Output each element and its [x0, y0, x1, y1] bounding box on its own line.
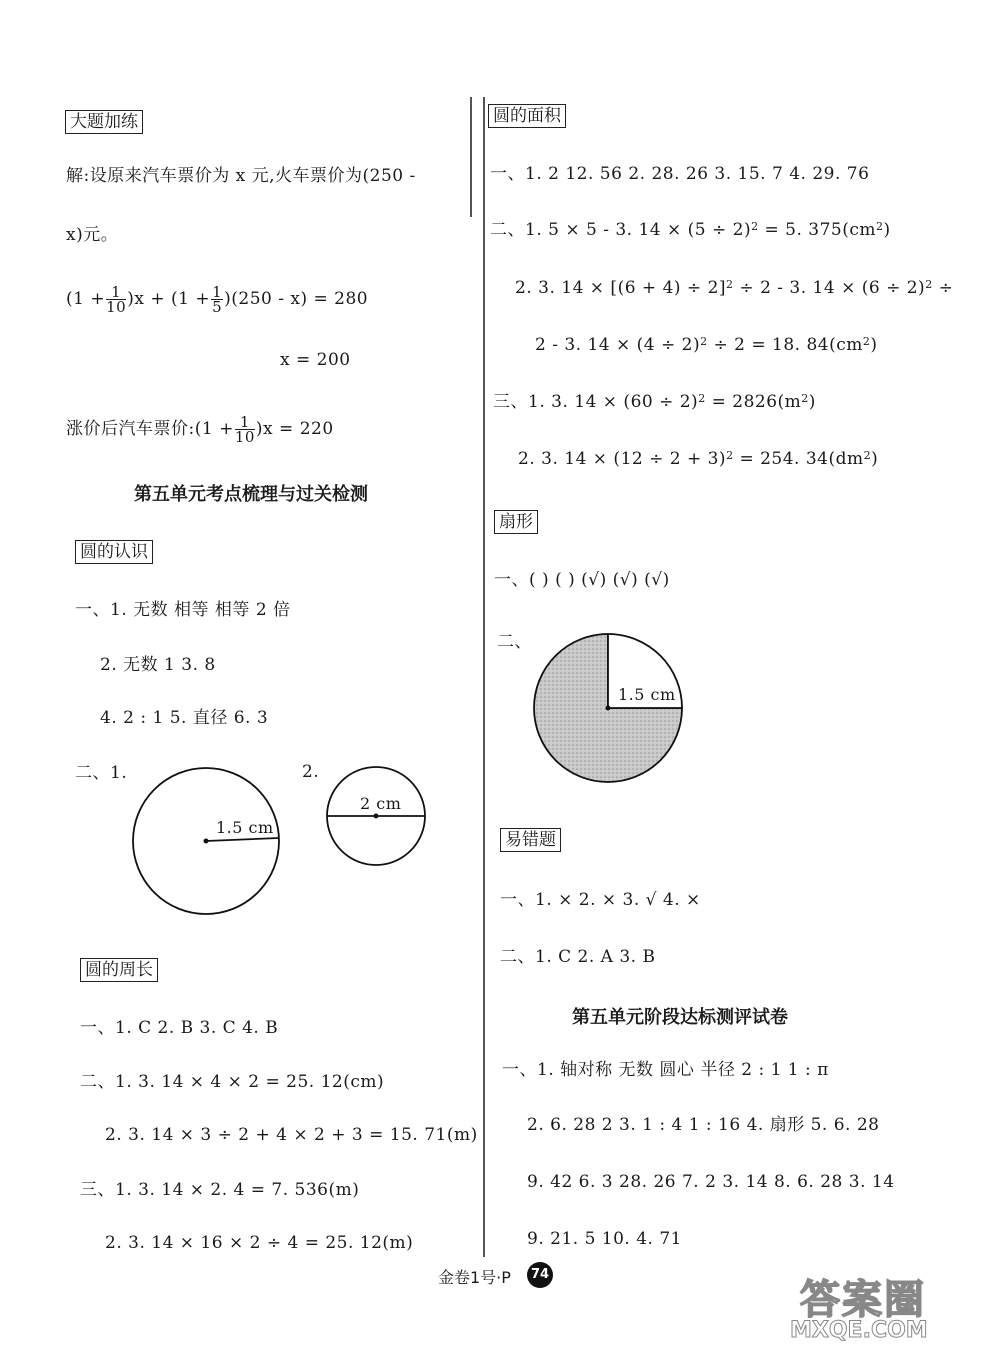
perimeter-answer-5: 2. 3. 14 × 16 × 2 ÷ 4 = 25. 12(m) — [105, 1233, 414, 1253]
watermark-url: MXQE.COM — [790, 1318, 928, 1343]
section-tag-circle-recognition: 圆的认识 — [75, 540, 153, 564]
sector-center — [606, 706, 611, 711]
sector-answer-2-label: 二、 — [497, 632, 532, 652]
section-tag-error-prone: 易错题 — [500, 828, 561, 852]
equation-1: (1 + $\frac{1}{10}$ )x + (1 + $\frac{1}{5}$ )(250 - x) = 280 — [66, 283, 369, 316]
circle-1-radius-label: 1.5 cm — [216, 818, 274, 837]
unit-heading: 第五单元考点梳理与过关检测 — [134, 484, 368, 505]
watermark — [790, 1268, 990, 1348]
section-tag-circumference: 圆的周长 — [80, 958, 158, 982]
circle-answer-2: 2. 无数 1 3. 8 — [100, 655, 216, 675]
area-answer-2: 二、1. 5 × 5 - 3. $14 \times (5 \div 2)^2 = 5$. $375(cm^2)$ — [490, 220, 891, 240]
error-answer-2: 二、1. C 2. A 3. B — [500, 947, 656, 967]
solution-line-1: 解:设原来汽车票价为 x 元,火车票价为(250 - — [66, 166, 416, 186]
test-answer-2: 2. 6. 28 2 3. 1 : 4 1 : 16 4. 扇形 5. 6. 28 — [527, 1115, 880, 1135]
circle-drawing-label-2: 2. — [302, 762, 320, 782]
page-number-badge: 74 — [527, 1262, 553, 1288]
perimeter-answer-4: 三、1. 3. 14 × 2. 4 = 7. 536(m) — [80, 1180, 360, 1200]
area-answer-1: 一、1. 2 12. 56 2. 28. 26 3. 15. 7 4. 29. 76 — [490, 164, 870, 184]
section-tag-big-problems: 大题加练 — [65, 110, 143, 134]
area-answer-6: 2. 3. $14 \times (12 \div 2 + 3)^2 = 254$. $34(dm^2)$ — [518, 449, 879, 469]
circle-2-diameter-label: 2 cm — [360, 794, 402, 813]
section-tag-sector: 扇形 — [494, 510, 538, 534]
solution-line-2: x)元。 — [66, 225, 119, 245]
footer-text: 金卷1号·P — [438, 1268, 511, 1287]
error-answer-1: 一、1. × 2. × 3. √ 4. × — [500, 890, 701, 910]
perimeter-answer-1: 一、1. C 2. B 3. C 4. B — [80, 1018, 279, 1038]
area-answer-5: 三、1. 3. $14 \times (60 \div 2)^2 = 2826(m^2)$ — [493, 392, 816, 412]
circle-1-center — [204, 839, 209, 844]
sector-radius-label: 1.5 cm — [618, 685, 676, 704]
sector-answer-1: 一、( ) ( ) (√) (√) (√) — [494, 570, 670, 590]
area-answer-4: 2 - 3. $14 \times (4 \div 2)^2 \div 2 = 18$. $84(cm^2)$ — [535, 335, 878, 355]
circle-drawing-label-1: 二、1. — [75, 763, 128, 783]
circle-answer-1: 一、1. 无数 相等 相等 2 倍 — [75, 600, 291, 620]
test-answer-1: 一、1. 轴对称 无数 圆心 半径 2 : 1 1 : π — [502, 1060, 829, 1080]
test-answer-4: 9. 21. 5 10. 4. 71 — [527, 1229, 682, 1249]
perimeter-answer-2: 二、1. 3. 14 × 4 × 2 = 25. 12(cm) — [80, 1072, 385, 1092]
equation-2: x = 200 — [280, 350, 351, 370]
test-answer-3: 9. 42 6. 3 28. 26 7. 2 3. 14 8. 6. 28 3. 14 — [527, 1172, 895, 1192]
section-tag-circle-area: 圆的面积 — [488, 104, 566, 128]
test-heading: 第五单元阶段达标测评试卷 — [572, 1007, 788, 1028]
circle-1-radius-line — [206, 838, 279, 841]
perimeter-answer-3: 2. 3. 14 × 3 ÷ 2 + 4 × 2 + 3 = 15. 71(m) — [105, 1125, 478, 1145]
area-answer-3: 2. 3. $14 \times [(6 + 4) \div 2]^2 \div 2 - 3$. $14 \times (6 \div 2)^2$ ÷ — [515, 278, 954, 298]
watermark-logo: 答案圈 — [800, 1277, 926, 1323]
circle-2-center — [374, 814, 379, 819]
equation-3: 涨价后汽车票价:(1 + $\frac{1}{10}$ )x = 220 — [66, 413, 334, 446]
circle-answer-3: 4. 2 : 1 5. 直径 6. 3 — [100, 708, 269, 728]
